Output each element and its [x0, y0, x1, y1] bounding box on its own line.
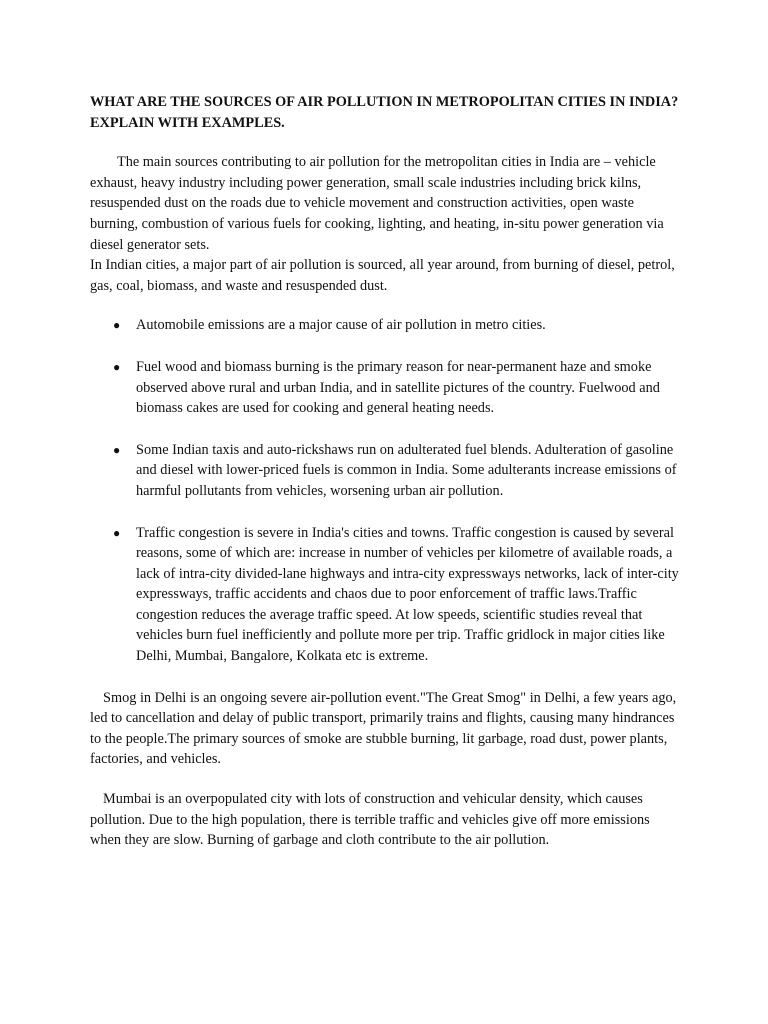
list-item [90, 357, 680, 419]
list-item-text: Some Indian taxis and auto-rickshaws run on adulterated fuel blends. Adulteration of gasoline and diesel with lower-priced fuels is common in India. Some adulterants increase emissions of harmful pollutants from vehicles, worsening urban air pollution. [136, 441, 677, 499]
list-item [90, 315, 680, 336]
mumbai-paragraph: Mumbai is an overpopulated city with lots of construction and vehicular density, which causes pollution. Due to the high population, there is terrible traffic and vehicles give off more emissions when they are slow. Burning of garbage and cloth contribute to the air pollution. [90, 791, 650, 849]
bullet-list [90, 315, 680, 666]
list-item [90, 440, 680, 502]
bullet-icon: ● [113, 318, 121, 333]
bullet-icon: ● [113, 525, 121, 540]
document-page [90, 92, 680, 851]
bullet-icon: ● [113, 442, 121, 457]
second-paragraph: In Indian cities, a major part of air pollution is sourced, all year around, from burning of diesel, petrol, gas, coal, biomass, and waste and resuspended dust. [90, 257, 675, 294]
document-title: WHAT ARE THE SOURCES OF AIR POLLUTION IN METROPOLITAN CITIES IN INDIA? EXPLAIN WITH EXAMPLES. [90, 94, 679, 131]
list-item-text: Automobile emissions are a major cause of air pollution in metro cities. [136, 317, 546, 334]
list-item [90, 523, 680, 667]
intro-paragraph: The main sources contributing to air pollution for the metropolitan cities in India are – vehicle exhaust, heavy industry including power generation, small scale industries including brick kilns, resuspended dust on the roads due to vehicle movement and construction activities, open waste burning, combustion of various fuels for cooking, lighting, and heating, in-situ power generation via diesel generator sets. [90, 154, 664, 253]
paragraph-spacer [90, 770, 680, 789]
delhi-paragraph: Smog in Delhi is an ongoing severe air-pollution event."The Great Smog" in Delhi, a few years ago, led to cancellation and delay of public transport, primarily trains and flights, causing many hindrances to the people.The primary sources of smoke are stubble burning, lit garbage, road dust, power plants, factories, and vehicles. [90, 689, 677, 768]
list-item-text: Traffic congestion is severe in India's cities and towns. Traffic congestion is caused by several reasons, some of which are: increase in number of vehicles per kilometre of available roads, a lack of intra-city divided-lane highways and intra-city expressways networks, lack of inter-city expressways, traffic accidents and chaos due to poor enforcement of traffic laws.Traffic congestion reduces the average traffic speed. At low speeds, scientific studies reveal that vehicles burn fuel inefficiently and pollute more per trip. Traffic gridlock in major cities like Delhi, Mumbai, Bangalore, Kolkata etc is extreme. [136, 524, 679, 665]
bullet-icon: ● [113, 359, 121, 374]
list-item-text: Fuel wood and biomass burning is the primary reason for near-permanent haze and smoke observed above rural and urban India, and in satellite pictures of the country. Fuelwood and biomass cakes are used for cooking and general heating needs. [136, 358, 660, 417]
